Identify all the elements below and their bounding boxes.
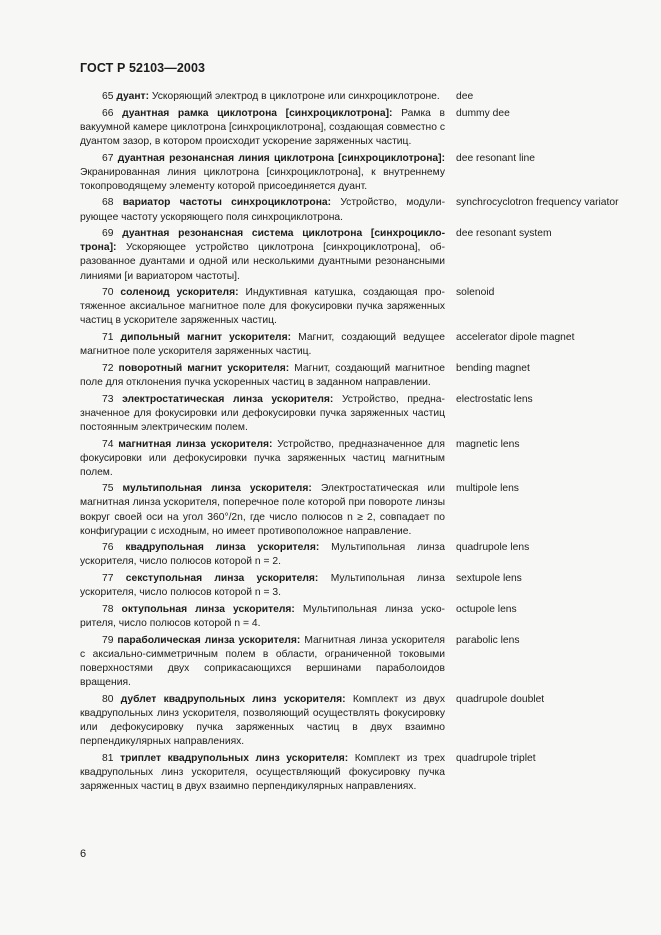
term-definition: Экранированная линия циклотрона [синхроциклотрона], к внутреннему токопроводящему элементу которой присоединяется дуант.	[80, 166, 445, 192]
term-entry	[80, 90, 630, 104]
term-entry	[80, 603, 630, 631]
term-name: триплет квадрупольных линз ускорителя:	[120, 752, 349, 764]
term-entry	[80, 752, 630, 794]
term-definition-ru	[80, 634, 445, 690]
term-definition-ru	[80, 152, 445, 194]
term-english: dee resonant system	[456, 228, 552, 240]
term-name: дипольный магнит ускорителя:	[120, 332, 292, 344]
term-definition-ru	[80, 196, 445, 224]
term-definition-ru	[80, 603, 445, 631]
term-definition: Устройство, модулирующее частоту ускоряющего поля синхроциклотрона.	[80, 197, 445, 223]
term-number: 80	[102, 693, 114, 705]
term-name: дуантная рамка циклотрона [синхроциклотрона]:	[122, 107, 393, 119]
term-entry	[80, 286, 630, 328]
term-name: параболическая линза ускорителя:	[117, 634, 301, 646]
term-english: dee resonant line	[456, 152, 536, 164]
term-english: dee	[456, 91, 474, 102]
term-number: 72	[102, 362, 114, 374]
term-definition-ru	[80, 331, 445, 359]
term-definition: Мультипольная линза ускорителя, число полюсов которой n = 4.	[80, 603, 445, 629]
term-entry	[80, 572, 630, 600]
term-english: accelerator dipole magnet	[456, 332, 575, 344]
term-english: quadrupole doublet	[456, 693, 545, 705]
term-list	[80, 90, 630, 797]
term-name: дублет квадрупольных линз ускорителя:	[120, 693, 346, 705]
term-definition: Магнит, создающий магнитное поле для отклонения пучка ускоренных частиц в заданном направлении.	[80, 362, 445, 388]
term-definition-ru	[80, 362, 445, 390]
term-english: solenoid	[456, 287, 495, 299]
term-number: 71	[102, 332, 114, 344]
term-name: дуантная резонансная система циклотрона [синхроциклотрона]:	[80, 228, 445, 254]
term-definition-ru	[80, 90, 445, 104]
term-definition-ru	[80, 693, 445, 749]
term-english: magnetic lens	[456, 438, 520, 450]
term-english: bending magnet	[456, 362, 530, 374]
term-entry	[80, 152, 630, 194]
term-definition-ru	[80, 286, 445, 328]
term-definition-ru	[80, 752, 445, 794]
term-number: 75	[102, 483, 114, 495]
term-definition: Комплект из трех квадрупольных линз ускорителя, осуществляющий фокусировку пучка заряженных частиц в двух взаимно перпендикулярных направлениях.	[80, 752, 445, 792]
term-english: electrostatic lens	[456, 393, 533, 405]
term-definition-ru	[80, 572, 445, 600]
term-number: 74	[102, 438, 114, 450]
term-number: 81	[102, 752, 114, 764]
term-entry	[80, 393, 630, 435]
term-english: multipole lens	[456, 483, 519, 495]
term-definition: Ускоряющее устройство циклотрона [синхроциклотрона], образованное дуантами и одной или несколькими дуантными резонансными линиями [и вариатором частоты].	[80, 242, 445, 282]
term-english: parabolic lens	[456, 634, 520, 646]
term-entry	[80, 331, 630, 359]
term-name: мультипольная линза ускорителя:	[122, 483, 312, 495]
term-number: 65	[102, 91, 114, 102]
term-english: dummy dee	[456, 107, 510, 119]
term-entry	[80, 362, 630, 390]
term-name: поворотный магнит ускорителя:	[118, 362, 290, 374]
term-entry	[80, 107, 630, 149]
term-name: октупольная линза ускорителя:	[121, 603, 295, 615]
term-name: секступольная линза ускорителя:	[125, 573, 319, 585]
term-entry	[80, 438, 630, 480]
term-number: 67	[102, 152, 114, 164]
term-definition-ru	[80, 107, 445, 149]
term-definition: Ускоряющий электрод в циклотроне или синхроциклотроне.	[151, 91, 440, 102]
term-english: quadrupole triplet	[456, 752, 536, 764]
term-number: 66	[102, 107, 114, 119]
term-entry	[80, 227, 630, 283]
term-definition: Комплект из двух квадрупольных линз ускорителя, позволяющий осуществлять фокусировку или дефокусировку пучка заряженных частиц в двух взаимно перпендикулярных направлениях.	[80, 693, 445, 747]
term-english: quadrupole lens	[456, 542, 530, 554]
term-name: магнитная линза ускорителя:	[118, 438, 273, 450]
term-name: квадрупольная линза ускорителя:	[125, 542, 320, 554]
term-english: octupole lens	[456, 603, 517, 615]
term-name: вариатор частоты синхроциклотрона:	[122, 197, 332, 209]
term-definition-ru	[80, 482, 445, 538]
term-definition: Индуктивная катушка, создающая протяженное аксиальное магнитное поле для фокусировки пучка заряженных частиц в ускорителе заряженных частиц.	[80, 287, 445, 327]
term-entry	[80, 482, 630, 538]
term-entry	[80, 693, 630, 749]
term-definition: Магнит, создающий ведущее магнитное поле ускорителя заряженных частиц.	[80, 332, 445, 358]
term-number: 78	[102, 603, 114, 615]
term-definition: Электростатическая или магнитная линза ускорителя, поперечное поле которой при повороте линзы вокруг своей оси на угол 360°/2n, где число полюсов n ≥ 2, совпадает по конфигурации с исходным, но имеет противоположное направление.	[80, 483, 445, 537]
term-number: 77	[102, 573, 114, 585]
term-number: 69	[102, 228, 114, 240]
term-definition: Устройство, предназначенное для фокусировки или дефокусировки пучка заряженных частиц постоянным электрическим полем.	[80, 393, 445, 433]
term-number: 68	[102, 197, 114, 209]
term-definition-ru	[80, 393, 445, 435]
term-entry	[80, 541, 630, 569]
term-english: sextupole lens	[456, 573, 522, 585]
term-definition: Рамка в вакуумной камере циклотрона [синхроциклотрона], создающая совместно с дуантом зазор, в котором происходит ускорение заряженных частиц.	[80, 107, 445, 147]
term-entry	[80, 196, 630, 224]
term-definition: Мультипольная линза ускорителя, число полюсов которой n = 3.	[80, 573, 445, 599]
term-definition-ru	[80, 541, 445, 569]
term-number: 73	[102, 393, 114, 405]
term-definition: Магнитная линза ускорителя с аксиально-симметричным полем в области, ограниченной токовыми поверхностями двух соприкасающихся вершинами параболоидов вращения.	[80, 634, 445, 688]
term-number: 76	[102, 542, 114, 554]
term-english: synchrocyclotron frequency variator	[456, 197, 619, 209]
term-number: 70	[102, 287, 114, 299]
term-name: соленоид ускорителя:	[120, 287, 239, 299]
term-definition-ru	[80, 227, 445, 283]
term-entry	[80, 634, 630, 690]
term-number: 79	[102, 634, 114, 646]
term-name: дуант:	[116, 91, 150, 102]
term-definition: Устройство, предназначенное для фокусировки или дефокусировки пучка заряженных частиц магнитным полем.	[80, 438, 445, 478]
term-definition: Мультипольная линза ускорителя, число полюсов которой n = 2.	[80, 542, 445, 568]
document-header: ГОСТ Р 52103—2003	[80, 61, 206, 75]
term-definition-ru	[80, 438, 445, 480]
term-name: электростатическая линза ускорителя:	[122, 393, 334, 405]
page-number: 6	[80, 848, 87, 860]
term-name: дуантная резонансная линия циклотрона [синхроциклотрона]:	[117, 152, 445, 164]
